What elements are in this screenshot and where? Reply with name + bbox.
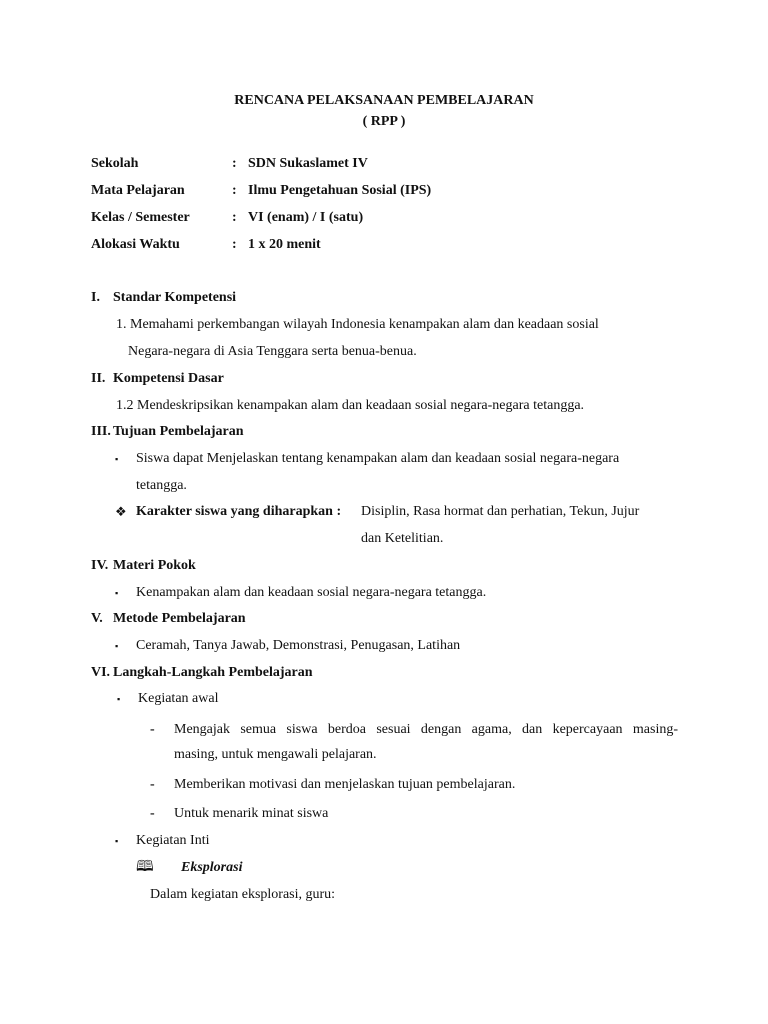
identity-colon: : — [232, 237, 237, 252]
diamond-bullet-icon: ❖ — [115, 504, 127, 519]
section-number: III. — [91, 424, 111, 439]
dash-bullet: - — [150, 722, 155, 737]
identity-value: SDN Sukaslamet IV — [248, 156, 368, 171]
section-number: IV. — [91, 558, 109, 573]
identity-label: Alokasi Waktu — [91, 237, 180, 252]
identity-value: 1 x 20 menit — [248, 237, 321, 252]
section-number: VI. — [91, 665, 111, 680]
bullet-text: Kenampakan alam dan keadaan sosial negara-negara tetangga. — [136, 585, 487, 600]
identity-value: Ilmu Pengetahuan Sosial (IPS) — [248, 183, 432, 198]
section-text: Negara-negara di Asia Tenggara serta benua-benua. — [128, 344, 417, 359]
karakter-label: Karakter siswa yang diharapkan : — [136, 504, 342, 519]
activity-text: Mengajak semua siswa berdoa sesuai dengan agama, dan kepercayaan masing- — [174, 722, 678, 737]
book-icon: 🕮 — [136, 859, 154, 875]
dash-bullet: - — [150, 806, 155, 821]
activity-text: Untuk menarik minat siswa — [174, 806, 329, 821]
activity-text: masing, untuk mengawali pelajaran. — [174, 747, 377, 762]
kegiatan-inti-label: Kegiatan Inti — [136, 833, 210, 848]
section-text: 1.2 Mendeskripsikan kenampakan alam dan keadaan sosial negara-negara tetangga. — [116, 398, 585, 413]
square-bullet-icon: ▪ — [115, 588, 119, 598]
square-bullet-icon: ▪ — [115, 454, 119, 464]
square-bullet-icon: ▪ — [115, 641, 119, 651]
document-title: RENCANA PELAKSANAAN PEMBELAJARAN — [234, 93, 534, 108]
section-title: Metode Pembelajaran — [113, 611, 246, 626]
identity-value: VI (enam) / I (satu) — [248, 210, 364, 225]
eksplorasi-label: Eksplorasi — [181, 860, 243, 875]
identity-colon: : — [232, 210, 237, 225]
dash-bullet: - — [150, 777, 155, 792]
identity-label: Sekolah — [91, 156, 139, 171]
section-title: Standar Kompetensi — [113, 290, 237, 305]
section-title: Materi Pokok — [113, 558, 196, 573]
karakter-value: dan Ketelitian. — [361, 531, 444, 546]
activity-text: Memberikan motivasi dan menjelaskan tujuan pembelajaran. — [174, 777, 516, 792]
section-number: V. — [91, 611, 103, 626]
section-title: Tujuan Pembelajaran — [113, 424, 244, 439]
bullet-text: tetangga. — [136, 478, 187, 493]
identity-label: Mata Pelajaran — [91, 183, 185, 198]
identity-label: Kelas / Semester — [91, 210, 190, 225]
section-title: Langkah-Langkah Pembelajaran — [113, 665, 313, 680]
karakter-value: Disiplin, Rasa hormat dan perhatian, Tekun, Jujur — [361, 504, 640, 519]
identity-colon: : — [232, 156, 237, 171]
square-bullet-icon: ▪ — [115, 836, 119, 846]
bullet-text: Siswa dapat Menjelaskan tentang kenampakan alam dan keadaan sosial negara-negara — [136, 451, 620, 466]
document-subtitle: ( RPP ) — [362, 114, 406, 129]
eksplorasi-text: Dalam kegiatan eksplorasi, guru: — [150, 887, 336, 902]
bullet-text: Ceramah, Tanya Jawab, Demonstrasi, Penugasan, Latihan — [136, 638, 461, 653]
square-bullet-icon: ▪ — [117, 694, 121, 704]
section-number: II. — [91, 371, 106, 386]
section-title: Kompetensi Dasar — [113, 371, 224, 386]
section-text: 1. Memahami perkembangan wilayah Indonesia kenampakan alam dan keadaan sosial — [116, 317, 599, 332]
identity-colon: : — [232, 183, 237, 198]
kegiatan-awal-label: Kegiatan awal — [138, 691, 219, 706]
section-number: I. — [91, 290, 100, 305]
